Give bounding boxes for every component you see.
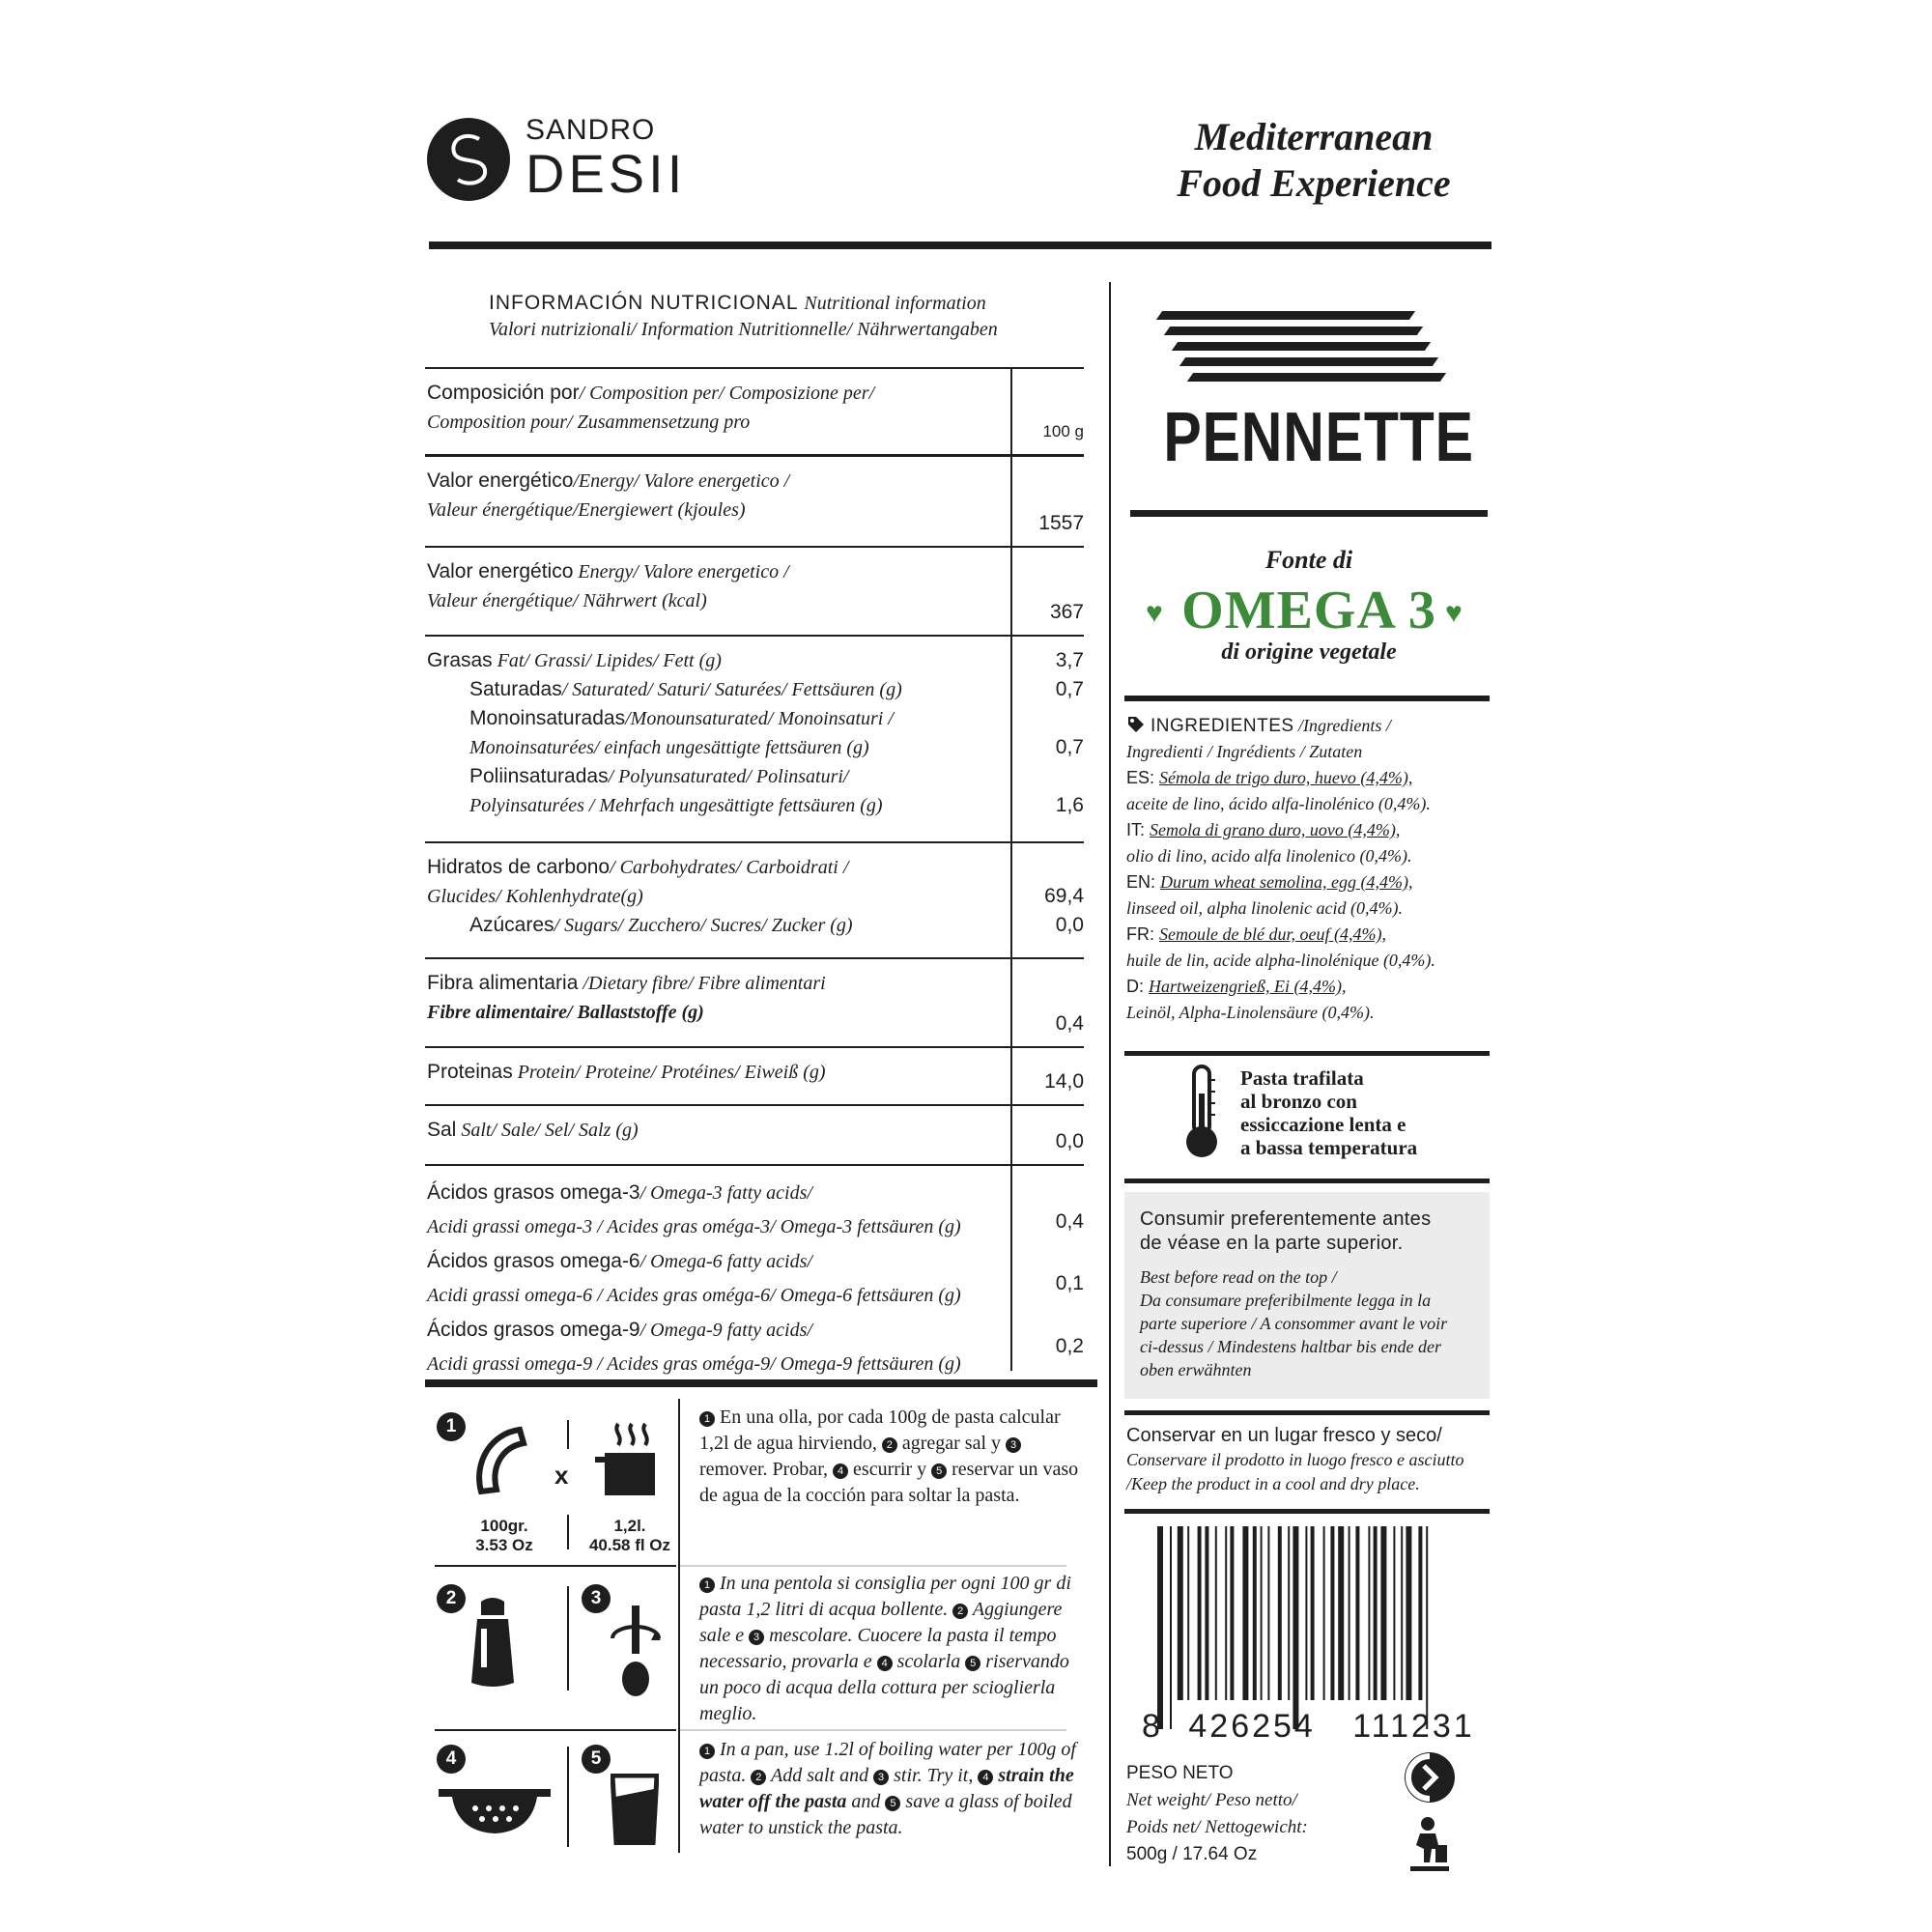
pasta-quantity [456, 1517, 553, 1555]
ingredients-es-code: ES [1126, 768, 1151, 787]
carbs-label-other2: Glucides/ Kohlenhydrate(g) [427, 886, 643, 907]
energy-kj-label-other: /Energy/ Valore energetico / [573, 470, 790, 492]
energy-kj-label-other2: Valeur énergétique/Energiewert (kjoules) [427, 499, 746, 521]
best-before-other-line3: parte superiore / A consommer avant le voir [1140, 1314, 1448, 1333]
barcode-group2: 111231 [1352, 1708, 1475, 1745]
ingredients-en-main: Durum wheat semolina, egg (4,4%), [1160, 872, 1413, 892]
spacer [1012, 704, 1084, 733]
ingredients-fr-main: Semoule de blé dur, oeuf (4,4%), [1159, 924, 1386, 944]
tidyman-icon [1406, 1816, 1453, 1872]
saturated-value: 0,7 [1055, 678, 1084, 700]
salt-value: 0,0 [1055, 1130, 1084, 1152]
omega6-label-other2: Acidi grassi omega-6 / Acides gras oméga-6/ Omega-6 fettsäuren (g) [427, 1285, 961, 1306]
step-dot-4: 4 [978, 1770, 993, 1785]
tagline-line1: Mediterranean [1194, 115, 1434, 158]
product-name: PENNETTE [1163, 399, 1474, 476]
best-before-other [1140, 1265, 1478, 1381]
barcode-bar [1187, 1526, 1189, 1700]
prep-es-3: remover. Probar, [699, 1459, 829, 1480]
prep-en-6: save a glass of boiled water to unstick the pasta. [699, 1791, 1072, 1838]
fibre-label-other2: Fibre alimentaire/ Ballaststoffe (g) [427, 1002, 704, 1023]
barcode-bar [1225, 1526, 1227, 1700]
mono-value: 0,7 [1055, 736, 1084, 758]
pennette-shape-icon [1159, 311, 1449, 383]
composition-label-other2: Composition pour/ Zusammensetzung pro [427, 412, 751, 433]
preparation-text-it [699, 1571, 1086, 1727]
best-before-es-line1: Consumir preferentemente antes [1140, 1208, 1432, 1230]
prep-es-1: En una olla, por cada 100g de pasta calcular 1,2l de agua hirviendo, [699, 1406, 1061, 1454]
prep-en-5: and [851, 1791, 881, 1812]
storage-block [1126, 1424, 1493, 1496]
barcode-bar [1288, 1526, 1290, 1700]
omega9-label: Ácidos grasos omega-9 [427, 1319, 640, 1341]
bronze-divider [1124, 1179, 1490, 1183]
step-dot-1: 1 [699, 1744, 715, 1759]
omega-divider [1124, 696, 1490, 701]
barcode-bar [1278, 1526, 1282, 1700]
step-number-2: 2 [437, 1584, 466, 1613]
omega-sub: di origine vegetale [1221, 639, 1397, 665]
best-before-other-line5: oben erwähnten [1140, 1360, 1252, 1379]
ingredients-fr-rest: huile de lin, acide alpha-linolénique (0,4%). [1126, 951, 1435, 970]
barcode-bar [1355, 1526, 1359, 1700]
ingredients-it-main: Semola di grano duro, uovo (4,4%), [1150, 820, 1401, 839]
poly-label: Poliinsaturadas [469, 765, 609, 787]
step-dot-3: 3 [1006, 1437, 1021, 1453]
net-weight-other1: Net weight/ Peso netto/ [1126, 1790, 1297, 1810]
pot-icon [595, 1420, 663, 1499]
step-dot-3: 3 [873, 1770, 889, 1785]
omega6-label-other: / Omega-6 fatty acids/ [639, 1251, 812, 1272]
barcode-bar [1418, 1526, 1422, 1700]
mono-label-other2: Monoinsaturées/ einfach ungesättigte fettsäuren (g) [469, 737, 869, 758]
protein-label-other: Protein/ Proteine/ Protéines/ Eiweiß (g) [512, 1062, 826, 1083]
step-dot-2: 2 [751, 1770, 766, 1785]
nutrition-title-en: Nutritional information [804, 293, 986, 314]
barcode-bar [1261, 1526, 1263, 1700]
barcode-bar [1215, 1526, 1217, 1700]
ingredients-it-rest: olio di lino, acido alfa linolenico (0,4%). [1126, 846, 1412, 866]
fibre-label-other: /Dietary fibre/ Fibre alimentari [578, 973, 826, 994]
table-row-carbs [425, 841, 1084, 957]
salt-shaker-icon [468, 1596, 518, 1690]
tag-icon [1126, 715, 1146, 734]
pasta-qty-line1: 100gr. [480, 1517, 528, 1535]
sugar-label-other: / Sugars/ Zucchero/ Sucres/ Zucker (g) [554, 915, 853, 936]
separator-line [567, 1420, 569, 1449]
barcode-bar [1170, 1526, 1172, 1729]
preparation-divider [435, 1729, 676, 1731]
bronze-drawn-text [1240, 1066, 1472, 1159]
stir-spoon-icon [607, 1605, 665, 1698]
carbs-value: 69,4 [1044, 885, 1084, 907]
barcode-bar [1198, 1526, 1202, 1700]
omega9-label-other: / Omega-9 fatty acids/ [639, 1320, 812, 1341]
step-dot-1: 1 [699, 1577, 715, 1593]
barcode-bar [1426, 1526, 1428, 1729]
fat-label-other: Fat/ Grassi/ Lipides/ Fett (g) [492, 650, 722, 671]
bronze-line3: essiccazione lenta e [1240, 1113, 1406, 1136]
prep-it-1: In una pentola si consiglia per ogni 100 gr di pasta 1,2 litri di acqua bollente. [699, 1573, 1071, 1620]
nutrition-table [425, 367, 1084, 1375]
storage-en: /Keep the product in a cool and dry place. [1126, 1474, 1420, 1493]
barcode-bar [1293, 1526, 1298, 1729]
saturated-label: Saturadas [469, 678, 562, 700]
barcode-bar [1368, 1526, 1370, 1700]
protein-value: 14,0 [1044, 1070, 1084, 1093]
bronze-line1: Pasta trafilata [1240, 1066, 1364, 1090]
barcode-bar [1374, 1526, 1378, 1700]
energy-kcal-value: 367 [1049, 601, 1084, 623]
barcode-bar [1323, 1526, 1325, 1700]
nutrition-title [489, 290, 998, 343]
ingredients-divider [1124, 1051, 1490, 1056]
header-divider [429, 242, 1492, 249]
brand-logo-icon [427, 118, 510, 201]
best-before-other-line2: Da consumare preferibilmente legga in la [1140, 1291, 1432, 1310]
prep-it-3: mescolare. Cuocere la pasta il tempo necessario, provarla e [699, 1625, 1057, 1672]
preparation-text-es [699, 1405, 1086, 1509]
step-dot-3: 3 [749, 1630, 764, 1645]
prep-it-2: Aggiungere sale e [699, 1599, 1063, 1646]
poly-label-other2: Polyinsaturées / Mehrfach ungesättigte fettsäuren (g) [469, 795, 883, 816]
barcode-bar [1338, 1526, 1344, 1700]
barcode-bar [1157, 1526, 1163, 1729]
bronze-line4: a bassa temperatura [1240, 1136, 1418, 1159]
table-row-composition [425, 367, 1084, 454]
water-qty-line1: 1,2l. [613, 1517, 646, 1535]
times-sign: x [554, 1461, 569, 1490]
net-weight-value: 500g / 17.64 Oz [1126, 1844, 1258, 1864]
step-dot-5: 5 [965, 1656, 980, 1671]
table-row-protein [425, 1046, 1084, 1104]
spacer [1012, 853, 1084, 882]
barcode-bar [1349, 1526, 1350, 1700]
ingredients-fr-code: FR [1126, 924, 1150, 944]
composition-value: 100 g [1042, 422, 1084, 440]
step-dot-5: 5 [931, 1463, 947, 1479]
ingredients-d-rest: Leinöl, Alpha-Linolensäure (0,4%). [1126, 1003, 1375, 1022]
barcode-bar [1267, 1526, 1269, 1700]
prep-en-4: strain the water off the pasta [699, 1765, 1074, 1812]
pasta-qty-line2: 3.53 Oz [475, 1536, 533, 1554]
barcode-bar [1401, 1526, 1403, 1700]
green-dot-recycle-icon [1403, 1750, 1457, 1804]
barcode-digits [1142, 1708, 1490, 1746]
heart-icon: ♥ [1445, 597, 1463, 629]
ingredients-en-rest: linseed oil, alpha linolenic acid (0,4%). [1126, 898, 1403, 918]
barcode-bar [1242, 1526, 1248, 1700]
poly-label-other: / Polyunsaturated/ Polinsaturi/ [608, 766, 849, 787]
step-number-4: 4 [437, 1745, 466, 1774]
spacer [1012, 1238, 1084, 1267]
ingredients-es-main: Sémola de trigo duro, huevo (4,4%), [1159, 768, 1413, 787]
energy-kj-label: Valor energético [427, 469, 574, 492]
step-dot-1: 1 [699, 1411, 715, 1427]
prep-en-2: Add salt and [770, 1765, 869, 1786]
step-number-5: 5 [582, 1745, 611, 1774]
carbs-label-other: / Carbohydrates/ Carboidrati / [610, 857, 849, 878]
ingredients-d-code: D [1126, 977, 1139, 996]
omega6-label: Ácidos grasos omega-6 [427, 1250, 640, 1272]
mono-label-other: /Monounsaturated/ Monoinsaturi / [625, 708, 894, 729]
energy-kcal-label-other2: Valeur énergétique/ Nährwert (kcal) [427, 590, 707, 611]
colander-icon [439, 1787, 551, 1835]
omega3-label: Ácidos grasos omega-3 [427, 1181, 640, 1204]
omega-fonte: Fonte di [1264, 546, 1353, 574]
barcode-bar [1393, 1526, 1395, 1700]
best-before-divider [1124, 1410, 1490, 1415]
best-before-other-line4: ci-dessus / Mindestens haltbar bis ende der [1140, 1337, 1441, 1356]
fibre-label: Fibra alimentaria [427, 972, 579, 994]
tagline-line2: Food Experience [1177, 161, 1451, 205]
storage-it: Conservare il prodotto in luogo fresco e asciutto [1126, 1450, 1464, 1469]
barcode-group1: 426254 [1188, 1708, 1316, 1745]
ingredients-en-code: EN [1126, 872, 1151, 892]
omega9-value: 0,2 [1055, 1335, 1084, 1358]
step-dot-2: 2 [882, 1437, 897, 1453]
prep-es-5: reservar un vaso de agua de la cocción para soltar la pasta. [699, 1459, 1079, 1506]
fat-label: Grasas [427, 649, 493, 671]
omega9-label-other2: Acidi grassi omega-9 / Acides gras oméga-9/ Omega-9 fettsäuren (g) [427, 1353, 961, 1375]
prep-it-5: riservando un poco di acqua della cottura per scioglierla meglio. [699, 1651, 1069, 1724]
prep-en-1: In a pan, use 1.2l of boiling water per 100g of pasta. [699, 1739, 1076, 1786]
net-weight-block [1126, 1760, 1378, 1868]
poly-value: 1,6 [1055, 794, 1084, 816]
table-row-fat [425, 635, 1084, 841]
barcode-bar [1330, 1526, 1334, 1700]
ingredients-heading-other: /Ingredients / [1293, 716, 1391, 735]
best-before-other-line1: Best before read on the top / [1140, 1267, 1337, 1287]
separator-line [567, 1586, 569, 1690]
heart-icon: ♥ [1146, 597, 1163, 629]
storage-divider [1124, 1509, 1490, 1514]
salt-label: Sal [427, 1119, 457, 1141]
preparation-divider-vertical [678, 1399, 680, 1853]
barcode-bar [1178, 1526, 1183, 1700]
best-before-es [1140, 1208, 1478, 1256]
prep-es-4: escurrir y [853, 1459, 927, 1480]
composition-label: Composición por [427, 382, 580, 404]
bronze-line2: al bronzo con [1240, 1090, 1357, 1113]
separator-line [567, 1515, 569, 1549]
preparation-divider [680, 1729, 1066, 1731]
fibre-value: 0,4 [1055, 1012, 1084, 1035]
omega3-label-other2: Acidi grassi omega-3 / Acides gras oméga-3/ Omega-3 fettsäuren (g) [427, 1216, 961, 1237]
product-divider [1130, 510, 1488, 517]
tagline [1140, 114, 1488, 207]
brand-name-top: SANDRO [526, 114, 656, 146]
step-dot-4: 4 [877, 1656, 893, 1671]
best-before-es-line2: de véase en la parte superior. [1140, 1233, 1404, 1254]
barcode-bar [1305, 1526, 1307, 1700]
barcode-bar [1406, 1526, 1411, 1700]
table-row-energy-kcal [425, 546, 1084, 635]
water-quantity [576, 1517, 684, 1555]
preparation-divider [435, 1565, 676, 1567]
storage-es: Conservar en un lugar fresco y seco/ [1126, 1425, 1442, 1446]
pasta-icon [471, 1424, 529, 1499]
net-weight-other2: Poids net/ Nettogewicht: [1126, 1817, 1308, 1837]
preparation-text-en [699, 1737, 1086, 1841]
step-dot-2: 2 [952, 1604, 968, 1619]
barcode [1155, 1526, 1472, 1729]
salt-label-other: Salt/ Sale/ Sel/ Salz (g) [456, 1120, 639, 1141]
prep-en-3: stir. Try it, [894, 1765, 974, 1786]
omega3-value: 0,4 [1055, 1209, 1084, 1233]
prep-es-2: agregar sal y [901, 1433, 1002, 1454]
nutrition-title-other: Valori nutrizionali/ Information Nutritionnelle/ Nährwertangaben [489, 319, 998, 340]
thermometer-icon [1182, 1065, 1221, 1161]
barcode-bar [1253, 1526, 1257, 1700]
carbs-label: Hidratos de carbono [427, 856, 611, 878]
omega3-label-other: / Omega-3 fatty acids/ [639, 1182, 812, 1204]
step-number-3: 3 [582, 1584, 611, 1613]
barcode-bar [1311, 1526, 1315, 1700]
step-number-1: 1 [437, 1412, 466, 1441]
nutrition-bottom-divider [425, 1379, 1097, 1387]
ingredients-block: INGREDIENTES /Ingredients / Ingredienti / Ingrédients / Zutaten ES: Sémola de trigo duro, huevo (4,4%), aceite de lino, ácido alfa-linolénico (0,4%). IT: Semola di grano duro, uovo (4,4%), olio di lino, acido alfa linolenico (0,4%). EN: Durum wheat semolina, egg (4,4%), linseed oil, alpha linolenic acid (0,4%). FR: Semoule de blé dur, oeuf (4,4%), huile de lin, acide alpha-linolénique (0,4%). D: Hartweizengrieß, Ei (4,4%), Leinöl, Alpha-Linolensäure (0,4%). [1126, 713, 1493, 1026]
composition-label-other: / Composition per/ Composizione per/ [579, 383, 875, 404]
barcode-digit-first: 8 [1142, 1708, 1163, 1745]
ingredients-es-rest: aceite de lino, ácido alfa-linolénico (0,4%). [1126, 794, 1431, 813]
column-divider [1109, 282, 1111, 1866]
barcode-bar [1380, 1526, 1386, 1700]
spacer [1012, 1176, 1084, 1205]
step-dot-4: 4 [833, 1463, 848, 1479]
omega6-value: 0,1 [1055, 1272, 1084, 1295]
brand-name-bottom: DESII [526, 143, 687, 204]
table-row-salt [425, 1104, 1084, 1164]
table-row-omega [425, 1164, 1084, 1375]
barcode-bar [1205, 1526, 1208, 1700]
saturated-label-other: / Saturated/ Saturi/ Saturées/ Fettsäuren (g) [561, 679, 902, 700]
protein-label: Proteinas [427, 1061, 513, 1083]
sugar-value: 0,0 [1055, 914, 1084, 936]
table-row-energy-kj [425, 454, 1084, 546]
fat-value: 3,7 [1055, 649, 1084, 671]
ingredients-heading-other2: Ingredienti / Ingrédients / Zutaten [1126, 742, 1363, 761]
prep-it-4: scolarla [896, 1651, 961, 1672]
omega-main: OMEGA 3 [1181, 581, 1436, 640]
sugar-label: Azúcares [469, 914, 554, 936]
spacer [1012, 1300, 1084, 1329]
barcode-bar [1230, 1526, 1234, 1700]
ingredients-d-main: Hartweizengrieß, Ei (4,4%), [1149, 977, 1347, 996]
ingredients-it-code: IT [1126, 820, 1141, 839]
net-weight-label: PESO NETO [1126, 1763, 1234, 1783]
nutrition-title-es: INFORMACIÓN NUTRICIONAL [489, 292, 799, 314]
energy-kcal-label-other: Energy/ Valore energetico / [573, 561, 789, 582]
energy-kcal-label: Valor energético [427, 560, 574, 582]
energy-kj-value: 1557 [1038, 512, 1084, 534]
spacer [1012, 762, 1084, 791]
glass-icon [611, 1774, 659, 1845]
ingredients-heading: INGREDIENTES [1151, 716, 1294, 736]
mono-label: Monoinsaturadas [469, 707, 626, 729]
separator-line [567, 1747, 569, 1847]
preparation-divider [680, 1565, 1066, 1567]
table-row-fibre [425, 957, 1084, 1046]
water-qty-line2: 40.58 fl Oz [588, 1536, 671, 1554]
step-dot-5: 5 [885, 1796, 900, 1811]
